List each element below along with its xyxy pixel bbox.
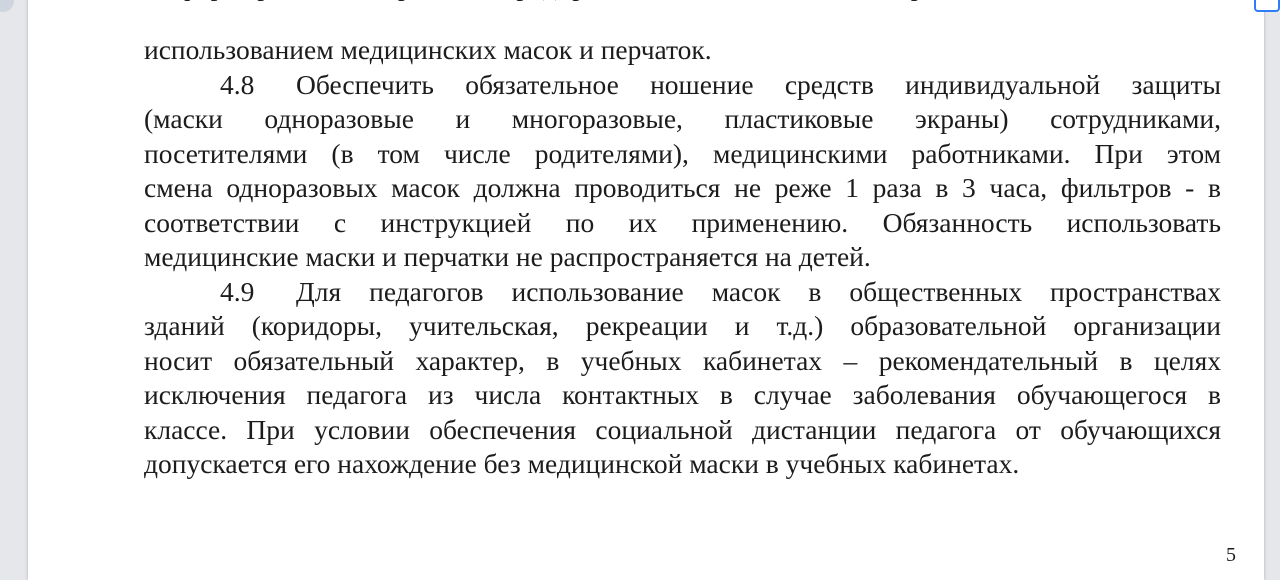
item-4-9-line: классе. При условии обеспечения социальной дистанции педагога от обучающихся xyxy=(144,413,1221,445)
item-4-9-last-line: допускается его нахождение без медицинской маски в учебных кабинетах. xyxy=(144,448,1020,479)
item-4-8-line: (маски одноразовые и многоразовые, пластиковые экраны) сотрудниками, xyxy=(144,103,1221,134)
item-4-9-first-text: Для педагогов использование масок в общественных пространствах xyxy=(296,275,1221,307)
item-number: 4.8 xyxy=(220,68,255,100)
item-4-8-line: соответствии с инструкцией по их применению. Обязанность использовать xyxy=(144,206,1221,238)
item-4-9-line: зданий (коридоры, учительская, рекреации и т.д.) образовательной организации xyxy=(144,310,1221,341)
cut-off-text-line xyxy=(148,0,1248,4)
item-4-9-line: исключения педагога из числа контактных в случае заболевания обучающегося в xyxy=(144,379,1221,410)
item-number: 4.9 xyxy=(220,275,255,307)
item-4-8-first-text: Обеспечить обязательное ношение средств индивидуальной защиты xyxy=(296,68,1221,100)
item-4-8-first-line xyxy=(144,68,1221,103)
item-4-8-line: смена одноразовых масок должна проводиться не реже 1 раза в 3 часа, фильтров - в xyxy=(144,172,1221,203)
item-4-8-last-line: медицинские маски и перчатки не распространяется на детей. xyxy=(144,241,871,272)
paragraph-line: использованием медицинских масок и перчаток. xyxy=(144,34,712,65)
cut-off-text xyxy=(148,0,1248,4)
page-number: 5 xyxy=(1226,544,1236,566)
item-4-9-line: носит обязательный характер, в учебных кабинетах – рекомендательный в целях xyxy=(144,344,1221,376)
document-body xyxy=(144,33,1221,482)
close-icon[interactable] xyxy=(0,0,14,12)
window-toggle-icon[interactable] xyxy=(1254,0,1280,12)
item-4-9-first-line xyxy=(144,275,1221,310)
item-4-8-line: посетителями (в том числе родителями), медицинскими работниками. При этом xyxy=(144,137,1221,169)
document-page xyxy=(28,0,1264,580)
